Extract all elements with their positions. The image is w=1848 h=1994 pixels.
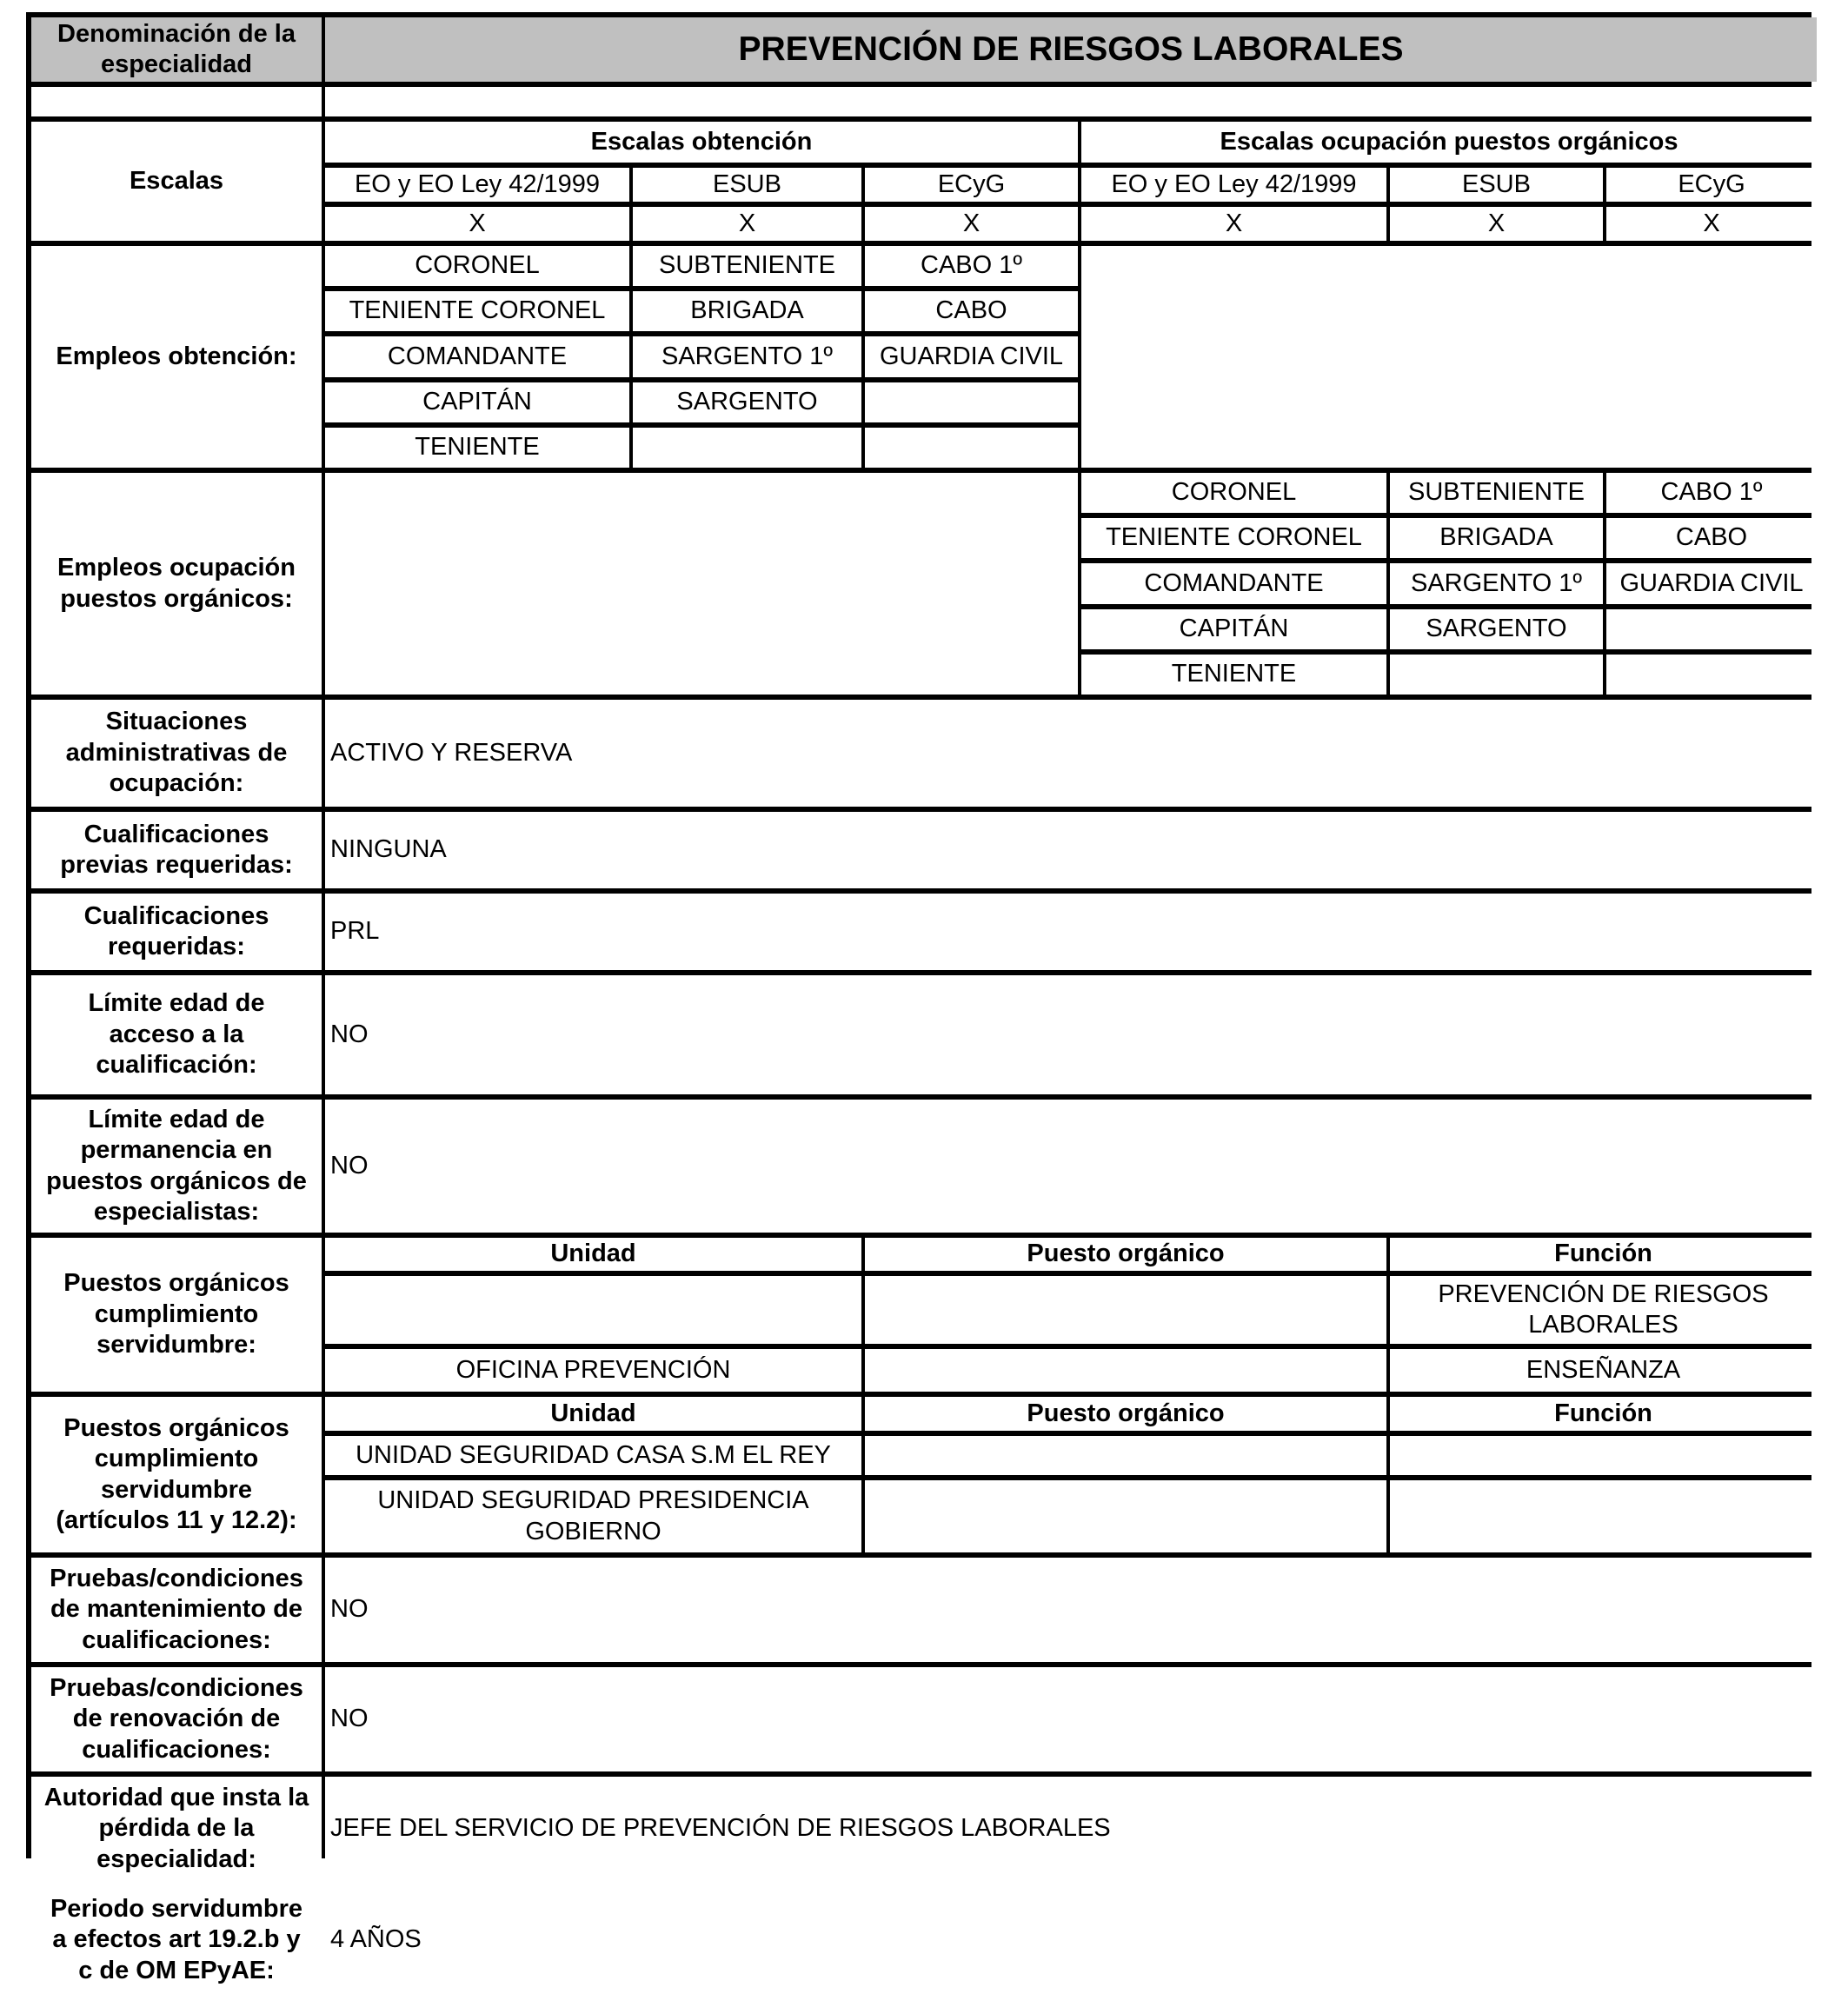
empleo-cell: GUARDIA CIVIL [865, 336, 1078, 377]
escalas-ocupacion-header: Escalas ocupación puestos orgánicos [1081, 122, 1817, 163]
escala-col-eo: EO y EO Ley 42/1999 [1081, 168, 1386, 202]
empleo-cell: SARGENTO [633, 382, 861, 422]
empleo-cell: COMANDANTE [1081, 563, 1386, 604]
empleo-cell: TENIENTE CORONEL [325, 291, 629, 331]
empleo-cell: TENIENTE [325, 428, 629, 468]
empleo-cell: CABO [865, 291, 1078, 331]
pruebas-mantenimiento-label: Pruebas/condiciones de mantenimiento de cualificaciones: [31, 1558, 322, 1662]
empleo-cell: SARGENTO [1390, 609, 1603, 649]
cualif-requeridas-value: PRL [325, 894, 1817, 970]
empleo-cell [865, 382, 1078, 422]
escala-col-ecyg: ECyG [865, 168, 1078, 202]
table-cell: UNIDAD SEGURIDAD CASA S.M EL REY [325, 1436, 861, 1475]
escala-mark: X [325, 207, 629, 241]
empleo-cell: TENIENTE CORONEL [1081, 518, 1386, 558]
empleo-cell: CAPITÁN [325, 382, 629, 422]
empleo-cell: SUBTENIENTE [633, 246, 861, 286]
blank-cell [1081, 246, 1817, 468]
denominacion-label: Denominación de la especialidad [31, 17, 322, 82]
escala-mark: X [865, 207, 1078, 241]
escala-mark: X [1606, 207, 1817, 241]
empleo-cell: GUARDIA CIVIL [1606, 563, 1817, 604]
table-cell [865, 1276, 1386, 1344]
table-cell: UNIDAD SEGURIDAD PRESIDENCIA GOBIERNO [325, 1480, 861, 1552]
empleo-cell: COMANDANTE [325, 336, 629, 377]
page-title: PREVENCIÓN DE RIESGOS LABORALES [325, 17, 1817, 82]
blank-cell [31, 87, 322, 116]
empleo-cell: BRIGADA [1390, 518, 1603, 558]
col-header-funcion: Función [1390, 1238, 1817, 1271]
pruebas-mantenimiento-value: NO [325, 1558, 1817, 1662]
situaciones-value: ACTIVO Y RESERVA [325, 700, 1817, 807]
table-cell [865, 1436, 1386, 1475]
table-cell [865, 1480, 1386, 1552]
empleo-cell: TENIENTE [1081, 655, 1386, 695]
empleo-cell [865, 428, 1078, 468]
cualif-requeridas-label: Cualificaciones requeridas: [31, 894, 322, 970]
empleo-cell [1606, 655, 1817, 695]
escala-col-esub: ESUB [1390, 168, 1603, 202]
limite-acceso-value: NO [325, 975, 1817, 1094]
escala-mark: X [1081, 207, 1386, 241]
empleo-cell: CORONEL [1081, 473, 1386, 513]
table-cell [1390, 1480, 1817, 1552]
empleo-cell: CORONEL [325, 246, 629, 286]
empleo-cell [1606, 609, 1817, 649]
col-header-unidad: Unidad [325, 1397, 861, 1431]
empleo-cell: BRIGADA [633, 291, 861, 331]
puestos-servidumbre-label: Puestos orgánicos cumplimiento servidumbre: [31, 1238, 322, 1392]
col-header-puesto: Puesto orgánico [865, 1397, 1386, 1431]
empleo-cell: CABO [1606, 518, 1817, 558]
puestos-articulos-label: Puestos orgánicos cumplimiento servidumbre (artículos 11 y 12.2): [31, 1397, 322, 1552]
especialidad-form [26, 12, 1811, 1984]
escalas-label: Escalas [31, 122, 322, 241]
cualif-previas-label: Cualificaciones previas requeridas: [31, 812, 322, 888]
escala-mark: X [1390, 207, 1603, 241]
table-cell [865, 1349, 1386, 1392]
escalas-obtencion-header: Escalas obtención [325, 122, 1078, 163]
limite-acceso-label: Límite edad de acceso a la cualificación: [31, 975, 322, 1094]
periodo-value: 4 AÑOS [325, 1886, 1817, 1994]
col-header-unidad: Unidad [325, 1238, 861, 1271]
escala-col-esub: ESUB [633, 168, 861, 202]
autoridad-label: Autoridad que insta la pérdida de la especialidad: [31, 1777, 322, 1881]
pruebas-renovacion-label: Pruebas/condiciones de renovación de cualificaciones: [31, 1667, 322, 1771]
empleo-cell: CABO 1º [865, 246, 1078, 286]
escala-col-ecyg: ECyG [1606, 168, 1817, 202]
pruebas-renovacion-value: NO [325, 1667, 1817, 1771]
empleo-cell: CAPITÁN [1081, 609, 1386, 649]
empleo-cell: SARGENTO 1º [633, 336, 861, 377]
table-cell [325, 1276, 861, 1344]
empleos-obtencion-label: Empleos obtención: [31, 246, 322, 468]
situaciones-label: Situaciones administrativas de ocupación: [31, 700, 322, 807]
escala-mark: X [633, 207, 861, 241]
periodo-label: Periodo servidumbre a efectos art 19.2.b y c de OM EPyAE: [31, 1886, 322, 1994]
limite-permanencia-label: Límite edad de permanencia en puestos orgánicos de especialistas: [31, 1100, 322, 1233]
escala-col-eo: EO y EO Ley 42/1999 [325, 168, 629, 202]
table-cell [1390, 1436, 1817, 1475]
table-cell: PREVENCIÓN DE RIESGOS LABORALES [1390, 1276, 1817, 1344]
blank-cell [325, 87, 1817, 116]
limite-permanencia-value: NO [325, 1100, 1817, 1233]
col-header-funcion: Función [1390, 1397, 1817, 1431]
autoridad-value: JEFE DEL SERVICIO DE PREVENCIÓN DE RIESGOS LABORALES [325, 1777, 1817, 1881]
empleo-cell [1390, 655, 1603, 695]
cualif-previas-value: NINGUNA [325, 812, 1817, 888]
table-cell: OFICINA PREVENCIÓN [325, 1349, 861, 1392]
blank-cell [325, 473, 1078, 695]
empleo-cell: CABO 1º [1606, 473, 1817, 513]
empleo-cell [633, 428, 861, 468]
col-header-puesto: Puesto orgánico [865, 1238, 1386, 1271]
empleo-cell: SARGENTO 1º [1390, 563, 1603, 604]
empleo-cell: SUBTENIENTE [1390, 473, 1603, 513]
empleos-ocupacion-label: Empleos ocupación puestos orgánicos: [31, 473, 322, 695]
table-cell: ENSEÑANZA [1390, 1349, 1817, 1392]
